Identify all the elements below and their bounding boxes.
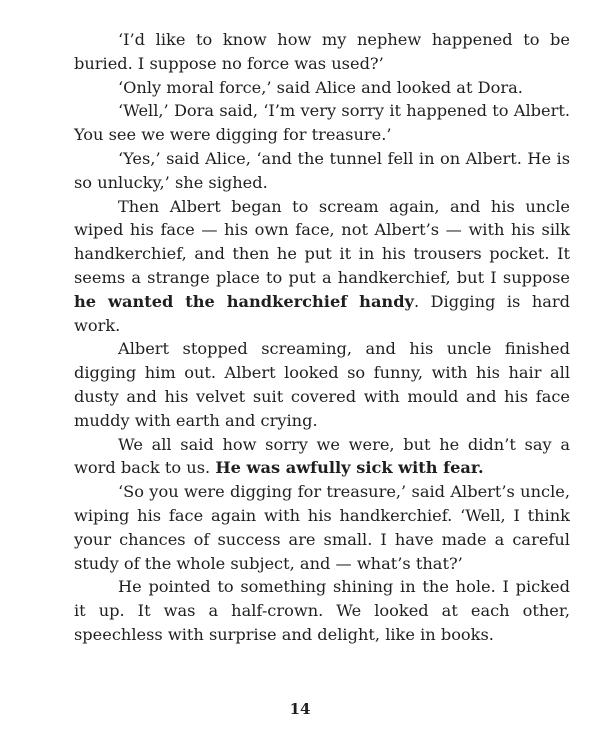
paragraph-text: He pointed to something shining in the hole. I picked it up. It was a half-crown. We looked at each other, speechless with surprise and delight, like in books. — [74, 577, 570, 644]
page-body — [74, 28, 570, 647]
paragraph-5 — [74, 195, 570, 338]
paragraph-3 — [74, 99, 570, 147]
paragraph-9 — [74, 575, 570, 646]
paragraph-text: ‘Yes,’ said Alice, ‘and the tunnel fell in on Albert. He is so unlucky,’ she sighed. — [74, 148, 570, 192]
paragraph-4 — [74, 147, 570, 195]
paragraph-text: We all said how sorry we were, but he didn’t say a word back to us. — [74, 434, 570, 478]
page-number: 14 — [289, 700, 311, 718]
paragraph-6 — [74, 337, 570, 432]
paragraph-text: ‘Only moral force,’ said Alice and looked at Dora. — [118, 77, 523, 97]
paragraph-text: Albert stopped screaming, and his uncle finished digging him out. Albert looked so funny, with his hair all dusty and his velvet suit covered with mould and his face muddy with earth and crying. — [74, 339, 570, 430]
paragraph-text: . Digging is hard work. — [74, 291, 571, 335]
paragraph-text: ‘Well,’ Dora said, ‘I’m very sorry it happened to Albert. You see we were digging for treasure.’ — [74, 101, 570, 145]
bold-phrase: he wanted the handkerchief handy — [74, 291, 414, 311]
paragraph-text: ‘So you were digging for treasure,’ said Albert’s uncle, wiping his face again with his handkerchief. ‘Well, I think your chances of success are small. I have made a careful study of the whole subject, and — what’s that?’ — [74, 482, 570, 573]
bold-phrase: He was awfully sick with fear. — [215, 458, 484, 478]
paragraph-1 — [74, 28, 570, 76]
paragraph-7 — [74, 433, 570, 481]
paragraph-text: ‘I’d like to know how my nephew happened to be buried. I suppose no force was used?’ — [74, 30, 570, 73]
paragraph-text: Then Albert began to scream again, and his uncle wiped his face — his own face, not Albert’s — with his silk handkerchief, and then he put it in his trousers pocket. It seems a strange place to put a handkerchief, but I suppose — [74, 196, 570, 287]
paragraph-2 — [74, 76, 570, 100]
paragraph-8 — [74, 480, 570, 575]
